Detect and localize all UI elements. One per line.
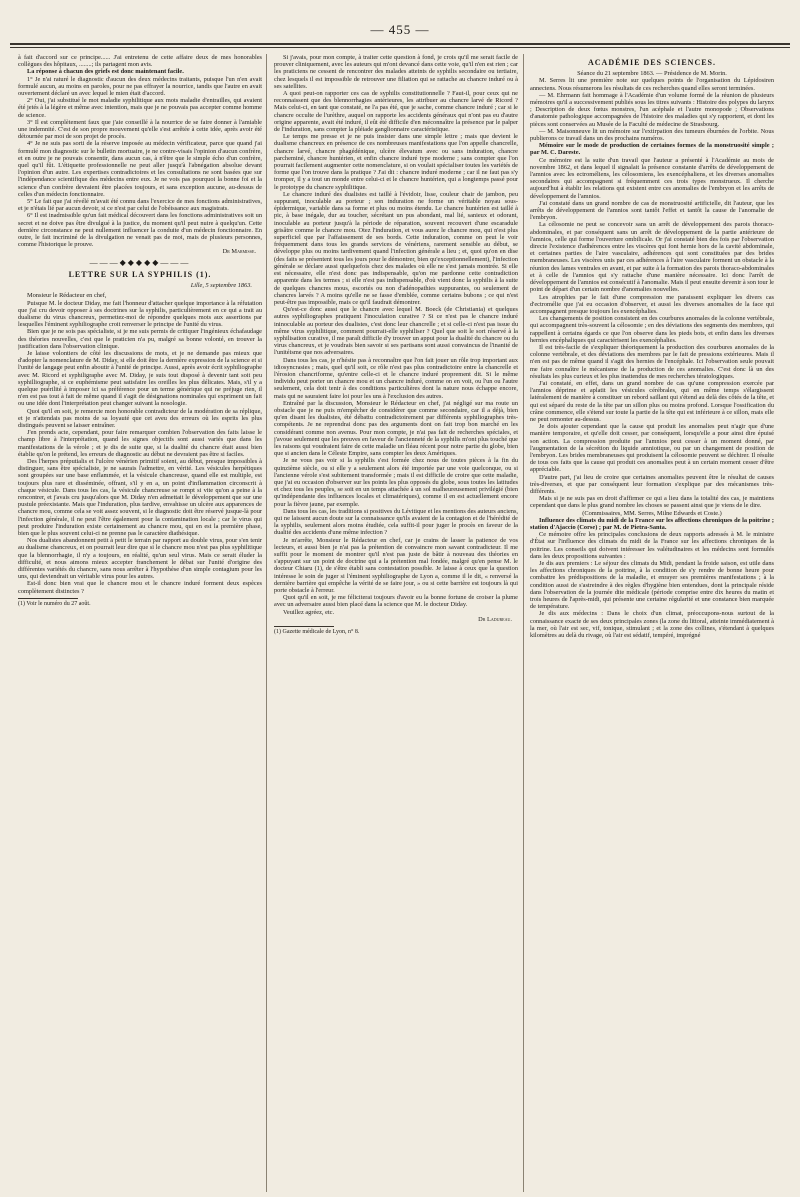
footnote: (1) Gazette médicale de Lyon, n° 8. [274,629,360,636]
page-header [0,0,800,48]
paragraph: 6° Il est inadmissible qu'un fait médical découvert dans les fonctions administratives soit un secret et ne doive pas être divulgué à la justice, du moment qu'il peut nuire à quelqu'un. Cette dernière circonstance ne peut nullement influencer la conduite d'un médecin fonctionnaire. En outre, le fait incriminé de la divulgation ne venait pas de moi, mais de plusieurs personnes, comme l'historique le prouve. [18,212,262,249]
paragraph: La réponse à chacun des griefs est donc maintenant facile. [27,68,184,76]
paragraph: Je m'arrête, Monsieur le Rédacteur en chef, car je crains de lasser la patience de vos lecteurs, et aussi bien je n'ai pas la prétention de convaincre mon savant contradicteur. Il me suffit pour le moment de montrer qu'il n'est pas juste de bâtir à nouveau des théories en s'appuyant sur un point de doctrine qui a la prétention mal fondée, malgré qu'en pense M. le docteur Chiaru (1), de s'être établi sans contestation possible. Je laisse à ceux que la question intéresse le soin de juger si l'éminent syphiliographe de Lyon a, comme il le dit, « renversé la dernière barrière qui empêche la vérité de se faire jour, » ou si cette barrière est toujours là qui porte obstacle à l'erreur. [274,536,518,595]
paragraph: Mais si je ne suis pas en droit d'affirmer ce qui a lieu dans la totalité des cas, je maintiens cependant que dans le plus grand nombre les choses se passent ainsi que je viens de le dire. [530,495,774,510]
paragraph: Le temps me presse et je ne puis insister dans une simple lettre ; mais que devient le dualisme chancreux en présence de ces nombreuses manifestations que l'on appelle chancrelle, chancre larvé, chancre phagédénique, ulcère élevatum avec ou sans induration, chancre parcheminé, chancre huntérien, et enfin chancre induré type moderne ; sans compter que l'on pourrait facilement augmenter cette nomenclature, si on voulait spécialiser toutes les variétés de forme que l'on trouve dans la pratique ? J'ai dit : chancre induré moderne ; car il ne faut pas s'y tromper, il y a tout un monde entre celui-ci et le chancre huntérien, qui a longtemps passé pour le prototype du chancre syphilitique. [274,133,518,191]
paragraph: A quoi peut-on rapporter ces cas de syphilis constitutionnelle ? Faut-il, pour ceux qui ne reconnaissent que des blennorrhagies antérieures, les attribuer au chancre larvé de Ricord ? Mais celui-ci, en tant que constaté, ne l'a pas été, que je sache, comme chancre induré ; car si le chancre occulte de l'urèthre, auquel on rapporte les accidents généraux qui n'ont pas eu d'autre origine apparente, avait été induré, il eût été difficile d'en méconnaître la présence par le palper de l'induration, sans compter la pléiade ganglionnaire caractéristique. [274,90,518,134]
column-divider [266,54,267,1192]
commission-line: (Commissaires, MM. Serres, Milne Edwards et Coste.) [582,509,722,517]
paragraph: Je dis aux médecins : Dans le choix d'un climat, préoccupons-nous surtout de la connaissance exacte de ses deux principales zones (la zone du littoral, atteinte immédiatement à la mer, où l'air est sec, vif, tonique, stimulant ; et la zone des collines, s'étendant à quelques kilomètres au delà du rivage, où l'air est sédatif, tempéré, imprégné [530,610,774,640]
paragraph: 5° Le fait que j'ai révélé m'avait été connu dans l'exercice de mes fonctions administratives, et je n'étais lié par aucun devoir, si ce n'est par celui de l'obéissance aux magistrats. [18,198,262,213]
paragraph: 3° Il est complètement faux que j'aie conseillé à la nourrice de se faire donner à l'amiable une indemnité. C'est de son propre mouvement qu'elle s'est arrêtée à cette idée, après avoir été détournée par moi de son projet de procès. [18,118,262,141]
footnote-rule [274,626,334,627]
header-rule [10,43,790,45]
column-divider [523,54,524,1192]
signature: Dr Marmisse. [222,248,256,256]
paragraph: — M. Maisonneuve lit un mémoire sur l'extirpation des tumeurs éburnées de l'orbite. Nous publierons ce travail dans un des prochains numéros. [530,127,774,143]
paragraph: J'en prends acte, cependant, pour faire remarquer combien l'observation des faits laisse le champ libre à l'interprétation, quand les signes objectifs sont aussi variés que dans les manifestations de la vérole ; et je dis de suite que, si la dualité du chancre était aussi bien établie qu'on le prétend, les erreurs de diagnostic au début ne devraient pas être si faciles. [18,429,262,458]
footnote-rule [18,598,78,599]
article-title: Mémoire sur le mode de production de certaines formes de la monstruosité simple ; par M. C. Dareste. [530,142,774,157]
article-title: Influence des climats du midi de la France sur les affections chroniques de la poitrine ; station d'Ajaccio (Corse) ; par M. de Pietra-Santa. [530,516,774,531]
paragraph: M. Serres lit une première note sur quelques points de l'organisation du Lépidosiren annectens. Nous résumerons les résultats de ces recherches quand elles seront terminées. [530,77,774,92]
session-line: Séance du 21 septembre 1863. — Présidence de M. Morin. [577,70,727,78]
paragraph: Les atrophies par le fait d'une compression me paraissent expliquer les divers cas d'ectromélie que j'ai eu occasion d'observer, et aussi les diverses anomalies de la face qui accompagnent presque toujours les exencéphalies. [530,293,774,315]
paragraph: 2° Oui, j'ai substitué le mot maladie syphilitique aux mots maladie d'entrailles, qui avaient été jetés à la légère et même avec intention, mais que je ne pouvais pas accepter comme homme de science. [18,97,262,119]
paragraph: Quoi qu'il en soit, je remercie mon honorable contradicteur de la modération de sa réplique, et je n'attendais pas moins de sa loyauté que cet aveu des erreurs où les esprits les plus distingués peuvent se laisser entraîner. [18,407,262,429]
paragraph: Des l'herpes préputialis et l'ulcère vénérien primitif soient, au début, presque impossibles à distinguer, sans être spécialiste, je ne saurais l'admettre, en vérité. Les vésicules herpétiques sont groupées sur une base enflammée, et la vésicule chancreuse, quand elle est multiple, est toujours plus rare et disséminée, offrant, s'il y en a, un point d'inflammation circonscrit à chaque vésicule. Dans tous les cas, la vésicule chancreuse se rompt si vite qu'on a peine à la rencontrer, et j'avais cru jusqu'alors que M. Diday n'en admettait le développement que sur une pustule préexistante. Mais que l'induration, plus tardive, envahisse un ulcère aux apparences de chancre mou, comme cela se voit assez souvent, si le diagnostic doit être réservé jusque-là pour l'infection générale, il ne peut l'être également pour la contamination locale ; car le virus qui peut produire l'induration existe certainement au chancre mou, qui en est la première phase, bien que le plus souvent celui-ci ne prenne pas le caractère diathésique. [18,457,262,537]
paragraph: Nos dualistes abandonnent petit à petit le terrain par rapport au double virus, pour s'en tenir au dualisme chancreux, et on pourrait leur dire que si le chancre mou n'est pas plus syphilitique que la blennorrhagie, il n'y a toujours, en réalité, qu'un seul virus. Mais ce serait éluder la difficulté, et nous aimons mieux accepter franchement le débat sur l'unité d'origine des différentes variétés du chancre, sans nous arrêter à l'hypothèse d'un simple contagium pour les uns, qui deviendrait un véritable virus pour les autres. [18,537,262,581]
paragraph: Entraîné par la discussion, Monsieur le Rédacteur en chef, j'ai négligé sur ma route un obstacle que je ne puis m'empêcher de considérer que comme secondaire, car il a déjà, bien qu'en disant les dualistes, été débattu contradictoirement par différents syphiliographes très-compétents. Je ne reprendrai donc pas des arguments dont on fait trop bon marché en les considérant comme non avenus. Pour mon compte, je n'ai pas fait de recherches spéciales, et j'avoue seulement que les preuves en faveur de l'ancienneté de la syphilis m'ont plus touché que les raisons qui voudraient faire de cette maladie un fléau récent pour notre partie du globe, bien que si ancien dans le Céleste Empire, sans compter les deux Amériques. [274,399,518,458]
ornament-divider: ———◆◆◆◆◆——— [89,257,191,267]
paragraph: — M. Ehrmann fait hommage à l'Académie d'un volume formé de la réunion de plusieurs mémoires qu'il a successivement publiés sous les titres suivants : Histoire des polypes du larynx ; Description de deux fœtus monstres, l'un acéphale et l'autre monopode ; Observations d'anatomie pathologique accompagnées de l'histoire des maladies qui s'y rapportent, et dont les pièces sont conservées au Musée de la Faculté de médecine de Strasbourg. [530,91,774,128]
paragraph: 4° Je ne suis pas sorti de la réserve imposée au médecin vérificateur, parce que quand j'ai formulé mon diagnostic sur le bulletin mortuaire, je ne contre-visais l'opinion d'aucun confrère, et en outre je ne pouvais consentir, dans aucun cas, à n'être que le simple écho d'un confrère, quel qu'il fût. L'étiquette professionnelle ne peut aller jusqu'à l'abnégation absolue devant l'opinion d'un autre. Les expertises contradictoires et les consultations ne sont basées que sur l'indépendance scientifique des médecins entre eux. Je ne vois pas pourquoi la bonne foi et la science d'un confrère devraient être placées toujours, et sans exception aucune, au-dessus de celles d'un médecin fonctionnaire. [18,140,262,198]
paragraph: D'autre part, j'ai lieu de croire que certaines anomalies peuvent être le résultat de causes très-diverses, et que par conséquent leur formation s'explique par des mécanismes très-différents. [530,473,774,495]
signature: Dr Ladureau. [478,615,512,623]
paragraph: Si j'avais, pour mon compte, à traiter cette question à fond, je crois qu'il me serait facile de prouver cliniquement, avec les auteurs qui m'ont devancé dans cette voie, qu'il n'en est rien ; car les praticiens ne cessent de rencontrer des malades atteints de syphilis secondaire ou tertiaire, chez lesquels il est impossible de retrouver une filiation qui se rattache au chancre induré ou à ses satellites. [274,54,518,90]
dateline: Lille, 5 septembre 1863. [190,282,252,290]
paragraph: Dans tous les cas, les traditions si positives du Lévitique et les mentions des auteurs anciens, qui ne laissent aucun doute sur la connaissance qu'ils avaient de la contagion et de l'hérédité de la syphilis, seulement alors moins étudiée, cela suffit-il pour juger le procès en faveur de la dualité des accidents d'une même infection ? [274,507,518,537]
paragraph: Je laisse volontiers de côté les discussions de mots, et je ne demande pas mieux que d'adopter la nomenclature de M. Diday, si elle doit être la dernière expression de la science et si l'unité de langage peut enfin aboutir à l'unité de principe. Aussi, après avoir écrit syphiliographe avec M. Ricord et syphiligraphe avec M. Diday, je suis tout disposé à devenir tant soit peu syphilliographe, si ce euphémisme peut satisfaire les oreilles les plus délicates. Mais, s'il y a quelque puérilité à imposer ici sa préférence pour un terme générique qui ne préjuge rien, il n'en est pas tout à fait de même quand il s'agit de désignations nominales qui expriment un fait ou une idée dont l'interprétation peut changer suivant la nosologie. [18,349,262,408]
paragraph: Quoi qu'il en soit, je me féliciterai toujours d'avoir eu la bonne fortune de croiser la plume avec un adversaire aussi bien placé dans la science que M. le docteur Diday. [274,594,518,609]
paragraph: Bien que je ne sois pas spécialiste, si je me suis permis de critiquer l'ingénieux échafaudage des théories nouvelles, c'est que le praticien n'a pu, malgré sa bonne volonté, en trouver la justification dans l'observation clinique. [18,328,262,350]
paragraph: J'ai constaté dans un grand nombre de cas de monstruosité artificielle, dit l'auteur, que les arrêts de développement de l'amnios sont tantôt l'effet et tantôt la cause de l'anomalie de l'embryon. [530,199,774,222]
paragraph: 1° Je n'ai raturé le diagnostic d'aucun des deux médecins traitants, puisque l'un n'en avait formulé aucun, au moins en paroles, pour ne pas effrayer la nourrice, tandis que l'autre en avait ouvertement déclaré un avec lequel le mien était d'accord. [18,75,262,98]
paragraph: Il est très-facile de s'expliquer théoriquement la production des courbures anomales de la colonne vertébrale, et des déviations des membres par le fait de pressions extérieures. Mais il n'en est pas de même quand il s'agit des hernies de l'encéphale. Ici l'observation seule pouvait me faire connaître le mécanisme de la production de ces anomalies. C'est donc là un des résultats les plus curieux et les plus inattendus de mes recherches tératologiques. [530,343,774,380]
salutation: Monsieur le Rédacteur en chef, [27,292,107,300]
paragraph: J'ai constaté, en effet, dans un grand nombre de cas qu'une compression exercée par l'amnios déprime et aplatit les vésicules cérébrales, qui en même temps s'élargissent latéralement de manière à constituer un rebord saillant qui s'étend au delà des côtés de la tête, et qui est séparé du reste de la tête par un sillon plus ou moins profond. Lorsque l'ossification du crâne commence, elle s'étend sur toute la partie de la tête qui est inférieure à ce sillon, mais elle ne peut remonter au-dessus. [530,379,774,423]
column-left [18,54,262,1189]
column-middle [274,54,518,1189]
paragraph: La célosomie ne peut se concevoir sans un arrêt de développement des parois thoraco-abdominales, et par conséquent sans un arrêt de développement de la partie antérieure de l'amnios, celle qui forme l'ouverture ombilicale. Or j'ai constaté bien des fois par l'observation directe l'existence d'adhérences entre les viscères qui font hernie hors de la cavité abdominale, et certaines parties de l'aire vasculaire, adhérences qui sont constituées par des brides membraneuses. Les viscères unis par ces adhérences à l'aire vasculaire forment un obstacle à la réunion des lames ventrales en avant, et par suite à la formation des parois thoraco-abdominales et à celle de l'amnios qui s'y rattache d'une manière nécessaire. Ici donc l'arrêt de développement de l'amnios est consécutif à l'anomalie. Mais il peut ensuite devenir à son tour le point de départ d'un certain nombre d'anomalies nouvelles. [530,221,774,294]
paragraph: à fait d'accord sur ce principe...... J'ai entretenu de cette affaire deux de mes honorables collègues des hôpitaux, ........; ils partagent mon avis. [18,54,262,69]
paragraph: Je dis aux premiers : Le séjour des climats du Midi, pendant la froide saison, est utile dans les affections chroniques de la poitrine, à la condition de s'y rendre de bonne heure pour combattre les prédispositions de la maladie, et enrayer ses premières manifestations ; à la condition aussi de s'astreindre à des règles d'hygiène bien entendues, dont la principale réside dans l'observation de la journée dite médicale (période comprise entre dix heures du matin et trois heures de l'après-midi, qui présente une certaine régularité et une constance bien marquée de température. [530,560,774,611]
column-right [530,54,774,1189]
paragraph: Puisque M. le docteur Diday, me fait l'honneur d'attacher quelque importance à la réfutation que j'ai cru devoir opposer à ses doctrines sur la syphilis, particulièrement en ce qui a trait au dualisme du virus chancreux, permettez-moi de répondre quelques mots aux assertions par lesquelles l'éminent syphiliographe croit renverser le principe de l'unité du virus. [18,299,262,329]
section-title: ACADÉMIE DES SCIENCES. [587,58,717,67]
paragraph: Dans tous les cas, je n'hésite pas à reconnaître que l'on fait jouer un rôle trop important aux idiosyncrasies ; mais, quel qu'il soit, ce rôle n'est pas plus contradictoire entre la chancrelle et l'érosion chancriforme, qu'entre celle-ci et le chancre induré proprement dit. Si le même individu peut porter un chancre mou et un chancre induré, comme on en voit, ou l'un ou l'autre seulement, cela doit tenir à des conditions particulières dont la nature nous échappe encore, mais qui ne sauraient faire loi pour les uns à l'exclusion des autres. [274,356,518,400]
paragraph: Je dois ajouter cependant que la cause qui produit les anomalies peut n'agir que d'une manière temporaire, et qu'elle doit cesser, par conséquent, lorsqu'elle a pour ainsi dire épuisé son action. La compression produite par l'amnios peut cesser à un moment donné, par l'augmentation de la sécrétion du liquide amniotique, ou par un changement de position de l'embryon. Les brides membraneuses qui produisent la célosomie peuvent se déchirer. Il résulte de tous ces faits que la cause qui produit ces anomalies peut à un certain moment cesser d'être appréciable. [530,423,774,474]
paragraph: Est-il donc bien vrai que le chancre mou et le chancre induré forment deux espèces complètement distinctes ? [18,580,262,595]
paragraph: Les changements de position consistent en des courbures anomales de la colonne vertébrale, qui accompagnent très-souvent la célosomie ; en des déviations des segments des membres, qui rappellent à certains égards ce que l'on observe dans les pieds bots, et enfin dans les diverses hernies encéphaliques qui caractérisent les exencéphalies. [530,315,774,344]
paragraph: Ce mémoire offre les principales conclusions de deux rapports adressés à M. le ministre d'État sur l'influence des climats du midi de la France sur les affections chroniques de la poitrine. Les conseils qui doivent intéresser les valétudinaires et les médecins sont formulés dans les deux propositions suivantes : [530,531,774,560]
paragraph: Qu'est-ce donc aussi que le chancre avec lequel M. Boeck (de Christiania) et quelques autres syphiliographes pratiquent l'inoculation curative ? Si ce n'est pas le chancre induré ininoculable au porteur des dualistes, c'est donc leur chancrelle ; et si celle-ci n'est pas issue du même virus syphilitique, comment pourrait-elle syphiliser ? Quel que soit le sort réservé à la syphilisation curative, il me paraît difficile d'y trouver un appui pour la dualité du chancre ou du virus chancreux, et je voudrais bien savoir si ses partisans sont aussi convaincus de l'inanité de l'unitéisme que nos adversaires. [274,306,518,357]
section-title: LETTRE SUR LA SYPHILIS (1). [68,269,212,279]
closing: Veuillez agréez, etc. [283,608,335,616]
page-number: — 455 — [370,22,430,37]
paragraph: Je ne vous pas voir si la syphilis s'est formée chez nous de toutes pièces à la fin du quinzième siècle, ou si elle y a seulement alors été importée par une voie quelconque, ou si l'ancienne vérole s'est subitement transformée ; mais il est difficile de croire que cette maladie, que j'ai eu occasion d'observer sur les points les plus opposés du globe, sous toutes les latitudes et chez tous les peuples, se soit en un temps attachée à un sol malheureusement privilégié (bien qu'indépendante des influences locales et climatériques), comme il en est actuellement encore pour la fièvre jaune, par exemple. [274,457,518,508]
paragraph: Le chancre induré des dualistes est taillé à l'évidoir, lisse, couleur chair de jambon, peu suppurant, inoculable au porteur ; son induration ne forme un véritable noyau sous-épidermique, variable dans sa forme et plus ou moins étendu. Le chancre huntérien est taillé à pic, à base inégale, dur au toucher, sécrétant un pus abondant, mal lié, sanieux et odorant, inoculable au porteur jusqu'à la période de réparation, souvent recouvert d'une escaradule grisâtre comme le chancre mou. Otez l'induration, et vous aurez le chancre mou, qui n'est plus superficiel que par l'affaissement de ses bords. Cette induration, comme on peut le voir fréquemment dans tous les grands services de vénériens, rarement sensible au début, se développe plus ou moins tardivement quand l'infection générale a lieu ; et, quoi qu'on en dise (des faits se présentent tous les jours pour le démontrer, bien qu'exceptionnellement), l'infection générale se déclare aussi quelquefois chez des malades où elle ne s'est jamais montrée. Si elle est nécessaire, elle n'est donc pas indispensable, qu'on me pardonne cette contradiction apparente dans les termes ; si elle n'est pas indispensable, d'où vient donc la syphilis à la suite de quelques chancres mous, escortés ou non d'adénopathies suppurantes, ou seulement de chancres larvés ? A moins qu'elle ne se fasse d'emblée, comme certains bubons ; ce qui n'est peut-être pas impossible, mais ce qu'il faudrait démontrer. [274,190,518,306]
header-rule-thin [10,47,790,48]
paragraph: Ce mémoire est la suite d'un travail que l'auteur a présenté à l'Académie au mois de novembre 1862, et dans lequel il signalait la présence constante d'arrêts de développement de l'amnios avec les ectroméliens, les célosomiens, les exencéphaliens, et les diverses anomalies secondaires qui accompagnent si fréquemment ces trois types monstrueux. Il cherche aujourd'hui à établir les relations qui existent entre ces anomalies de l'embryon et les arrêts de développement de l'amnios. [530,156,774,200]
footnote: (1) Voir le numéro du 27 août. [18,600,91,607]
